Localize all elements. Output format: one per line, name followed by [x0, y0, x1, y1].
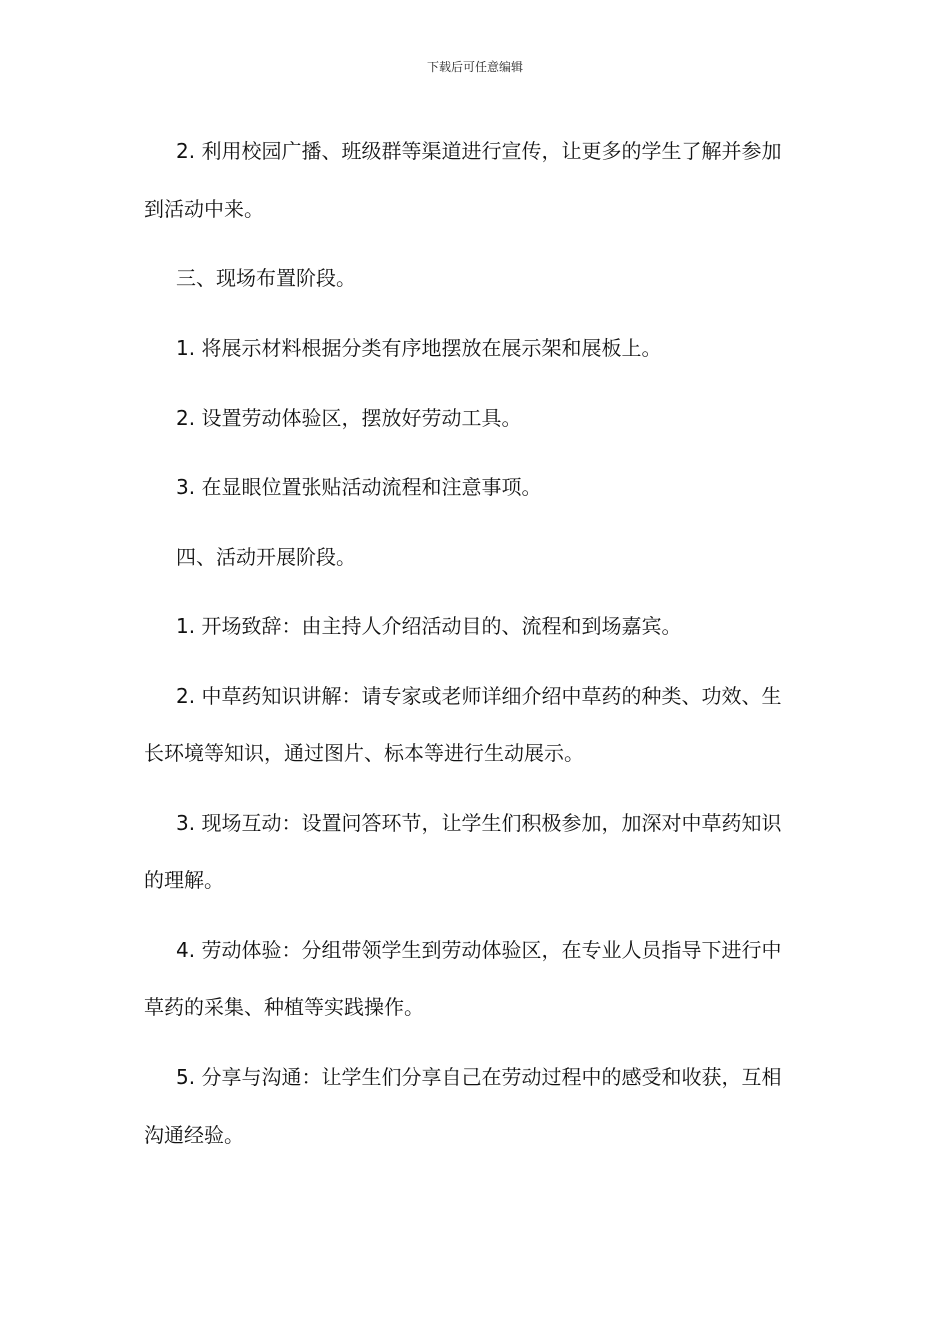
paragraph-line: 5. 分享与沟通：让学生们分享自己在劳动过程中的感受和收获，互相 — [176, 1065, 782, 1089]
paragraph-line: 3. 现场互动：设置问答环节，让学生们积极参加，加深对中草药知识 — [176, 811, 782, 835]
page-header: 下载后可任意编辑 — [426, 60, 523, 74]
paragraph-line: 长环境等知识，通过图片、标本等进行生动展示。 — [144, 741, 584, 765]
section-heading: 四、活动开展阶段。 — [176, 545, 356, 569]
paragraph-line: 1. 将展示材料根据分类有序地摆放在展示架和展板上。 — [176, 336, 662, 360]
paragraph-line: 4. 劳动体验：分组带领学生到劳动体验区，在专业人员指导下进行中 — [176, 938, 782, 962]
paragraph-line: 2. 设置劳动体验区，摆放好劳动工具。 — [176, 406, 522, 430]
section-heading: 三、现场布置阶段。 — [176, 266, 356, 290]
paragraph-line: 2. 利用校园广播、班级群等渠道进行宣传，让更多的学生了解并参加 — [176, 139, 782, 163]
paragraph-line: 草药的采集、种植等实践操作。 — [144, 995, 424, 1019]
paragraph-line: 2. 中草药知识讲解：请专家或老师详细介绍中草药的种类、功效、生 — [176, 684, 782, 708]
paragraph-line: 到活动中来。 — [144, 197, 264, 221]
paragraph-line: 的理解。 — [144, 868, 224, 892]
paragraph-line: 1. 开场致辞：由主持人介绍活动目的、流程和到场嘉宾。 — [176, 614, 682, 638]
paragraph-line: 沟通经验。 — [144, 1123, 244, 1147]
paragraph-line: 3. 在显眼位置张贴活动流程和注意事项。 — [176, 475, 542, 499]
